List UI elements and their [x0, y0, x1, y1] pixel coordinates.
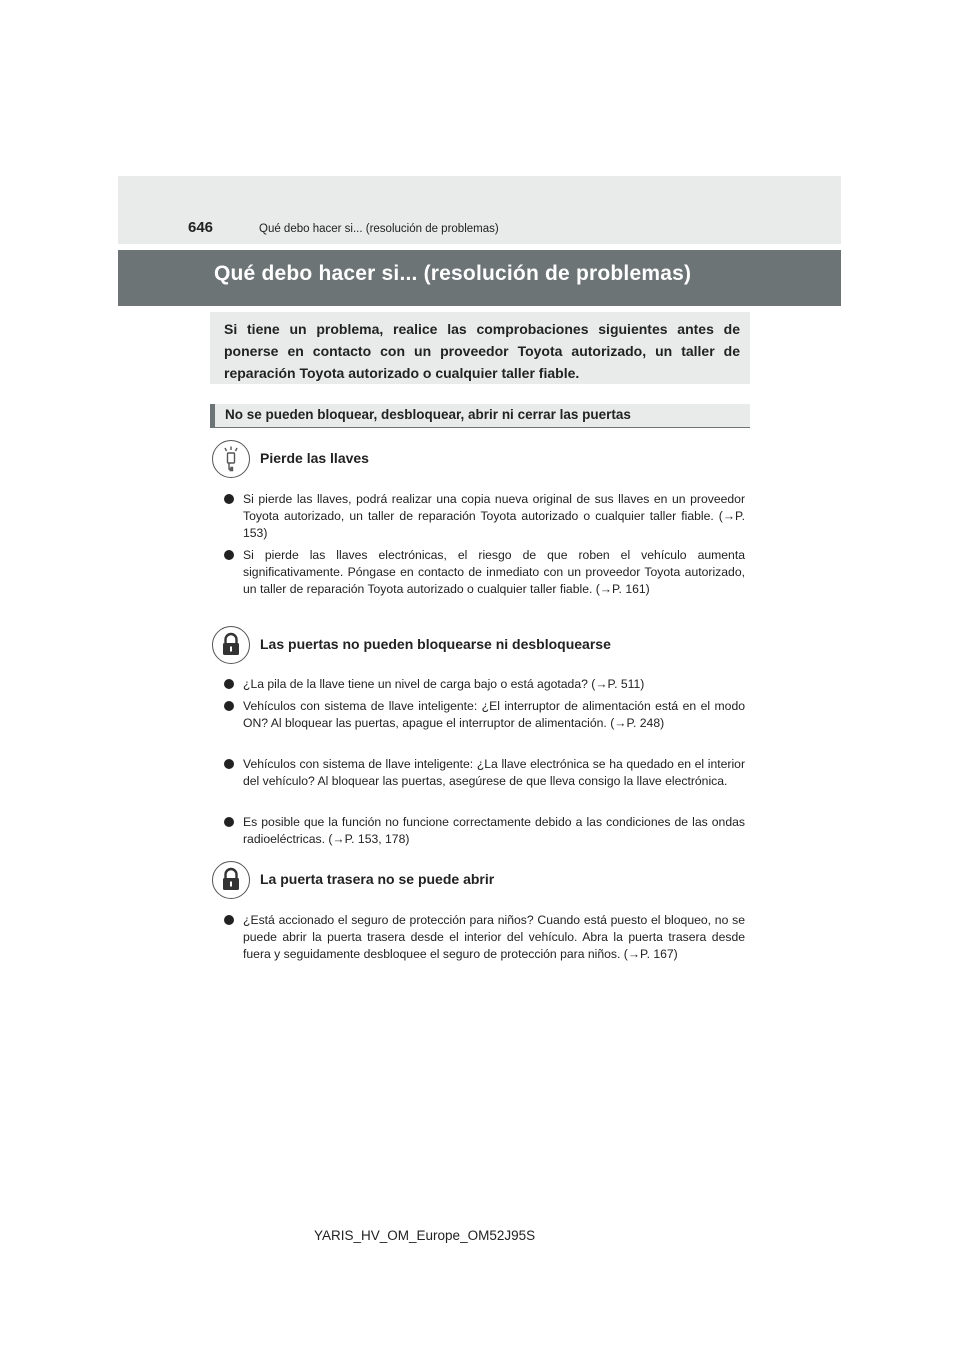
title-bar	[118, 250, 841, 306]
bullet-icon	[224, 679, 234, 689]
document-code: YARIS_HV_OM_Europe_OM52J95S	[314, 1228, 536, 1243]
section-heading: No se pueden bloquear, desbloquear, abrir ni cerrar las puertas	[210, 404, 750, 428]
list-item: Es posible que la función no funcione correctamente debido a las condiciones de las ondas radioeléctricas. (→P. 153, 178)	[243, 814, 745, 848]
running-head: Qué debo hacer si... (resolución de problemas)	[259, 223, 499, 235]
list-item: ¿La pila de la llave tiene un nivel de carga bajo o está agotada? (→P. 511)	[243, 676, 745, 693]
bullet-icon	[224, 817, 234, 827]
intro-box: Si tiene un problema, realice las comprobaciones siguientes antes de ponerse en contacto con un proveedor Toyota autorizado, un taller de reparación Toyota autorizado o cualquier taller fiable.	[210, 312, 750, 384]
topic-title: Las puertas no pueden bloquearse ni desbloquearse	[260, 636, 611, 652]
page-number: 646	[188, 219, 214, 236]
key-icon	[212, 440, 250, 478]
bullet-icon	[224, 701, 234, 711]
topic-title: Pierde las llaves	[260, 450, 369, 466]
list-item: Vehículos con sistema de llave inteligente: ¿El interruptor de alimentación está en el modo ON? Al bloquear las puertas, apague el interruptor de alimentación. (→P. 248)	[243, 698, 745, 732]
bullet-icon	[224, 494, 234, 504]
topic-title: La puerta trasera no se puede abrir	[260, 871, 495, 887]
bullet-icon	[224, 915, 234, 925]
list-item: Si pierde las llaves, podrá realizar una copia nueva original de sus llaves en un proveedor Toyota autorizado, un taller de reparación Toyota autorizado o cualquier taller fiable. (→P. 153)	[243, 491, 745, 542]
lock-icon	[212, 626, 250, 664]
page-header	[118, 176, 841, 244]
list-item: Vehículos con sistema de llave inteligente: ¿La llave electrónica se ha quedado en el interior del vehículo? Al bloquear las puertas, asegúrese de que lleva consigo la llave electrónica.	[243, 756, 745, 790]
lock-icon	[212, 861, 250, 899]
list-item: Si pierde las llaves electrónicas, el riesgo de que roben el vehículo aumenta significativamente. Póngase en contacto de inmediato con un proveedor Toyota autorizado, un taller de reparación Toyota autorizado o cualquier taller fiable. (→P. 161)	[243, 547, 745, 598]
bullet-icon	[224, 550, 234, 560]
bullet-icon	[224, 759, 234, 769]
page-title: Qué debo hacer si... (resolución de problemas)	[214, 262, 692, 285]
list-item: ¿Está accionado el seguro de protección para niños? Cuando está puesto el bloqueo, no se puede abrir la puerta trasera desde el interior del vehículo. Abra la puerta trasera desde fuera y seguidamente desbloquee el seguro de protección para niños. (→P. 167)	[243, 912, 745, 963]
